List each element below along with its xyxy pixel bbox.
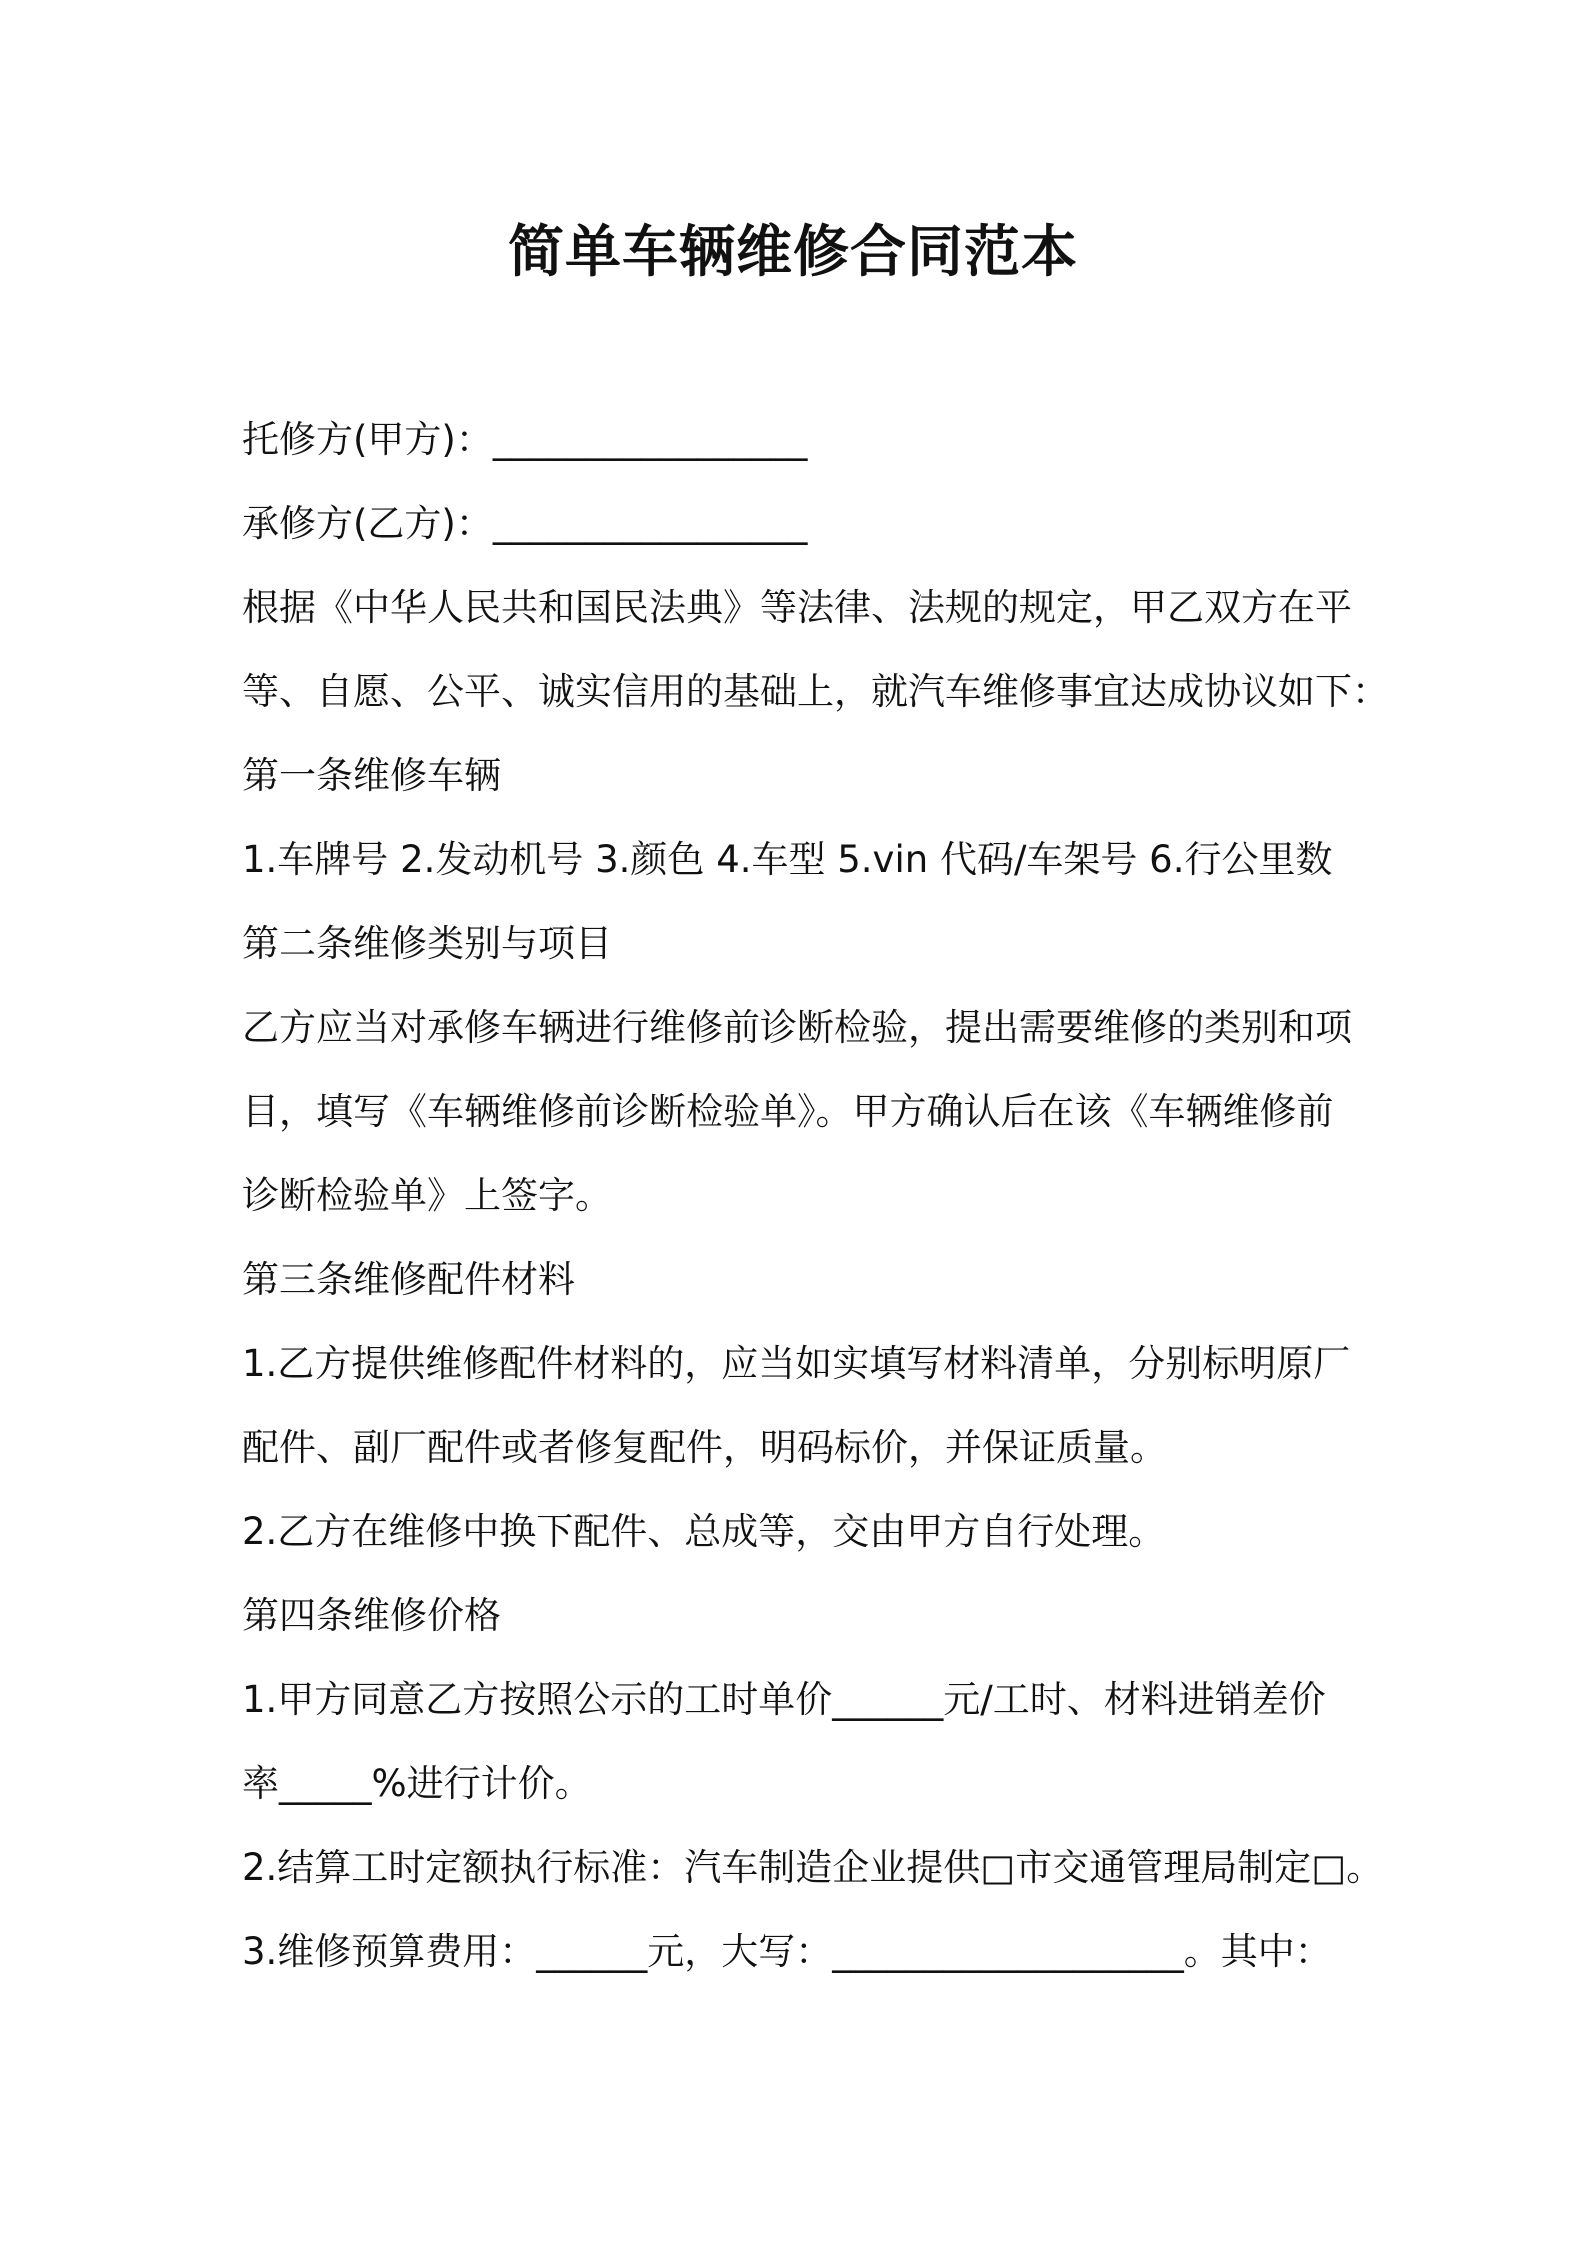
article-2-line-2: 目，填写《车辆维修前诊断检验单》。甲方确认后在该《车辆维修前 [242, 1090, 1334, 1133]
article-2-heading: 第二条维修类别与项目 [242, 922, 612, 965]
article-1-heading: 第一条维修车辆 [242, 754, 501, 797]
article-1-item: 1.车牌号 2.发动机号 3.颜色 4.车型 5.vin 代码/车架号 6.行公里数 [242, 838, 1333, 881]
party-a-line: 托修方(甲方)：_________________ [242, 418, 808, 461]
document-title: 简单车辆维修合同范本 [508, 220, 1078, 285]
article-4-item-3: 3.维修预算费用：______元，大写：___________________。其中： [242, 1930, 1332, 1973]
article-2-line-3: 诊断检验单》上签字。 [242, 1174, 612, 1217]
intro-line-1: 根据《中华人民共和国民法典》等法律、法规的规定，甲乙双方在平 [242, 586, 1352, 629]
article-2-line-1: 乙方应当对承修车辆进行维修前诊断检验，提出需要维修的类别和项 [242, 1006, 1352, 1049]
article-4-heading: 第四条维修价格 [242, 1594, 501, 1637]
document-body [242, 398, 1389, 1994]
article-4-item-1-line-1: 1.甲方同意乙方按照公示的工时单价______元/工时、材料进销差价 [242, 1678, 1326, 1721]
article-3-item-1-line-2: 配件、副厂配件或者修复配件，明码标价，并保证质量。 [242, 1426, 1167, 1469]
article-3-heading: 第三条维修配件材料 [242, 1258, 575, 1301]
party-b-line: 承修方(乙方)：_________________ [242, 502, 808, 545]
article-3-item-2: 2.乙方在维修中换下配件、总成等，交由甲方自行处理。 [242, 1510, 1166, 1553]
intro-line-2: 等、自愿、公平、诚实信用的基础上，就汽车维修事宜达成协议如下： [242, 670, 1389, 713]
article-4-item-1-line-2: 率_____%进行计价。 [242, 1762, 592, 1805]
article-3-item-1-line-1: 1.乙方提供维修配件材料的，应当如实填写材料清单，分别标明原厂 [242, 1342, 1351, 1385]
article-4-item-2: 2.结算工时定额执行标准：汽车制造企业提供□市交通管理局制定□。 [242, 1846, 1384, 1889]
